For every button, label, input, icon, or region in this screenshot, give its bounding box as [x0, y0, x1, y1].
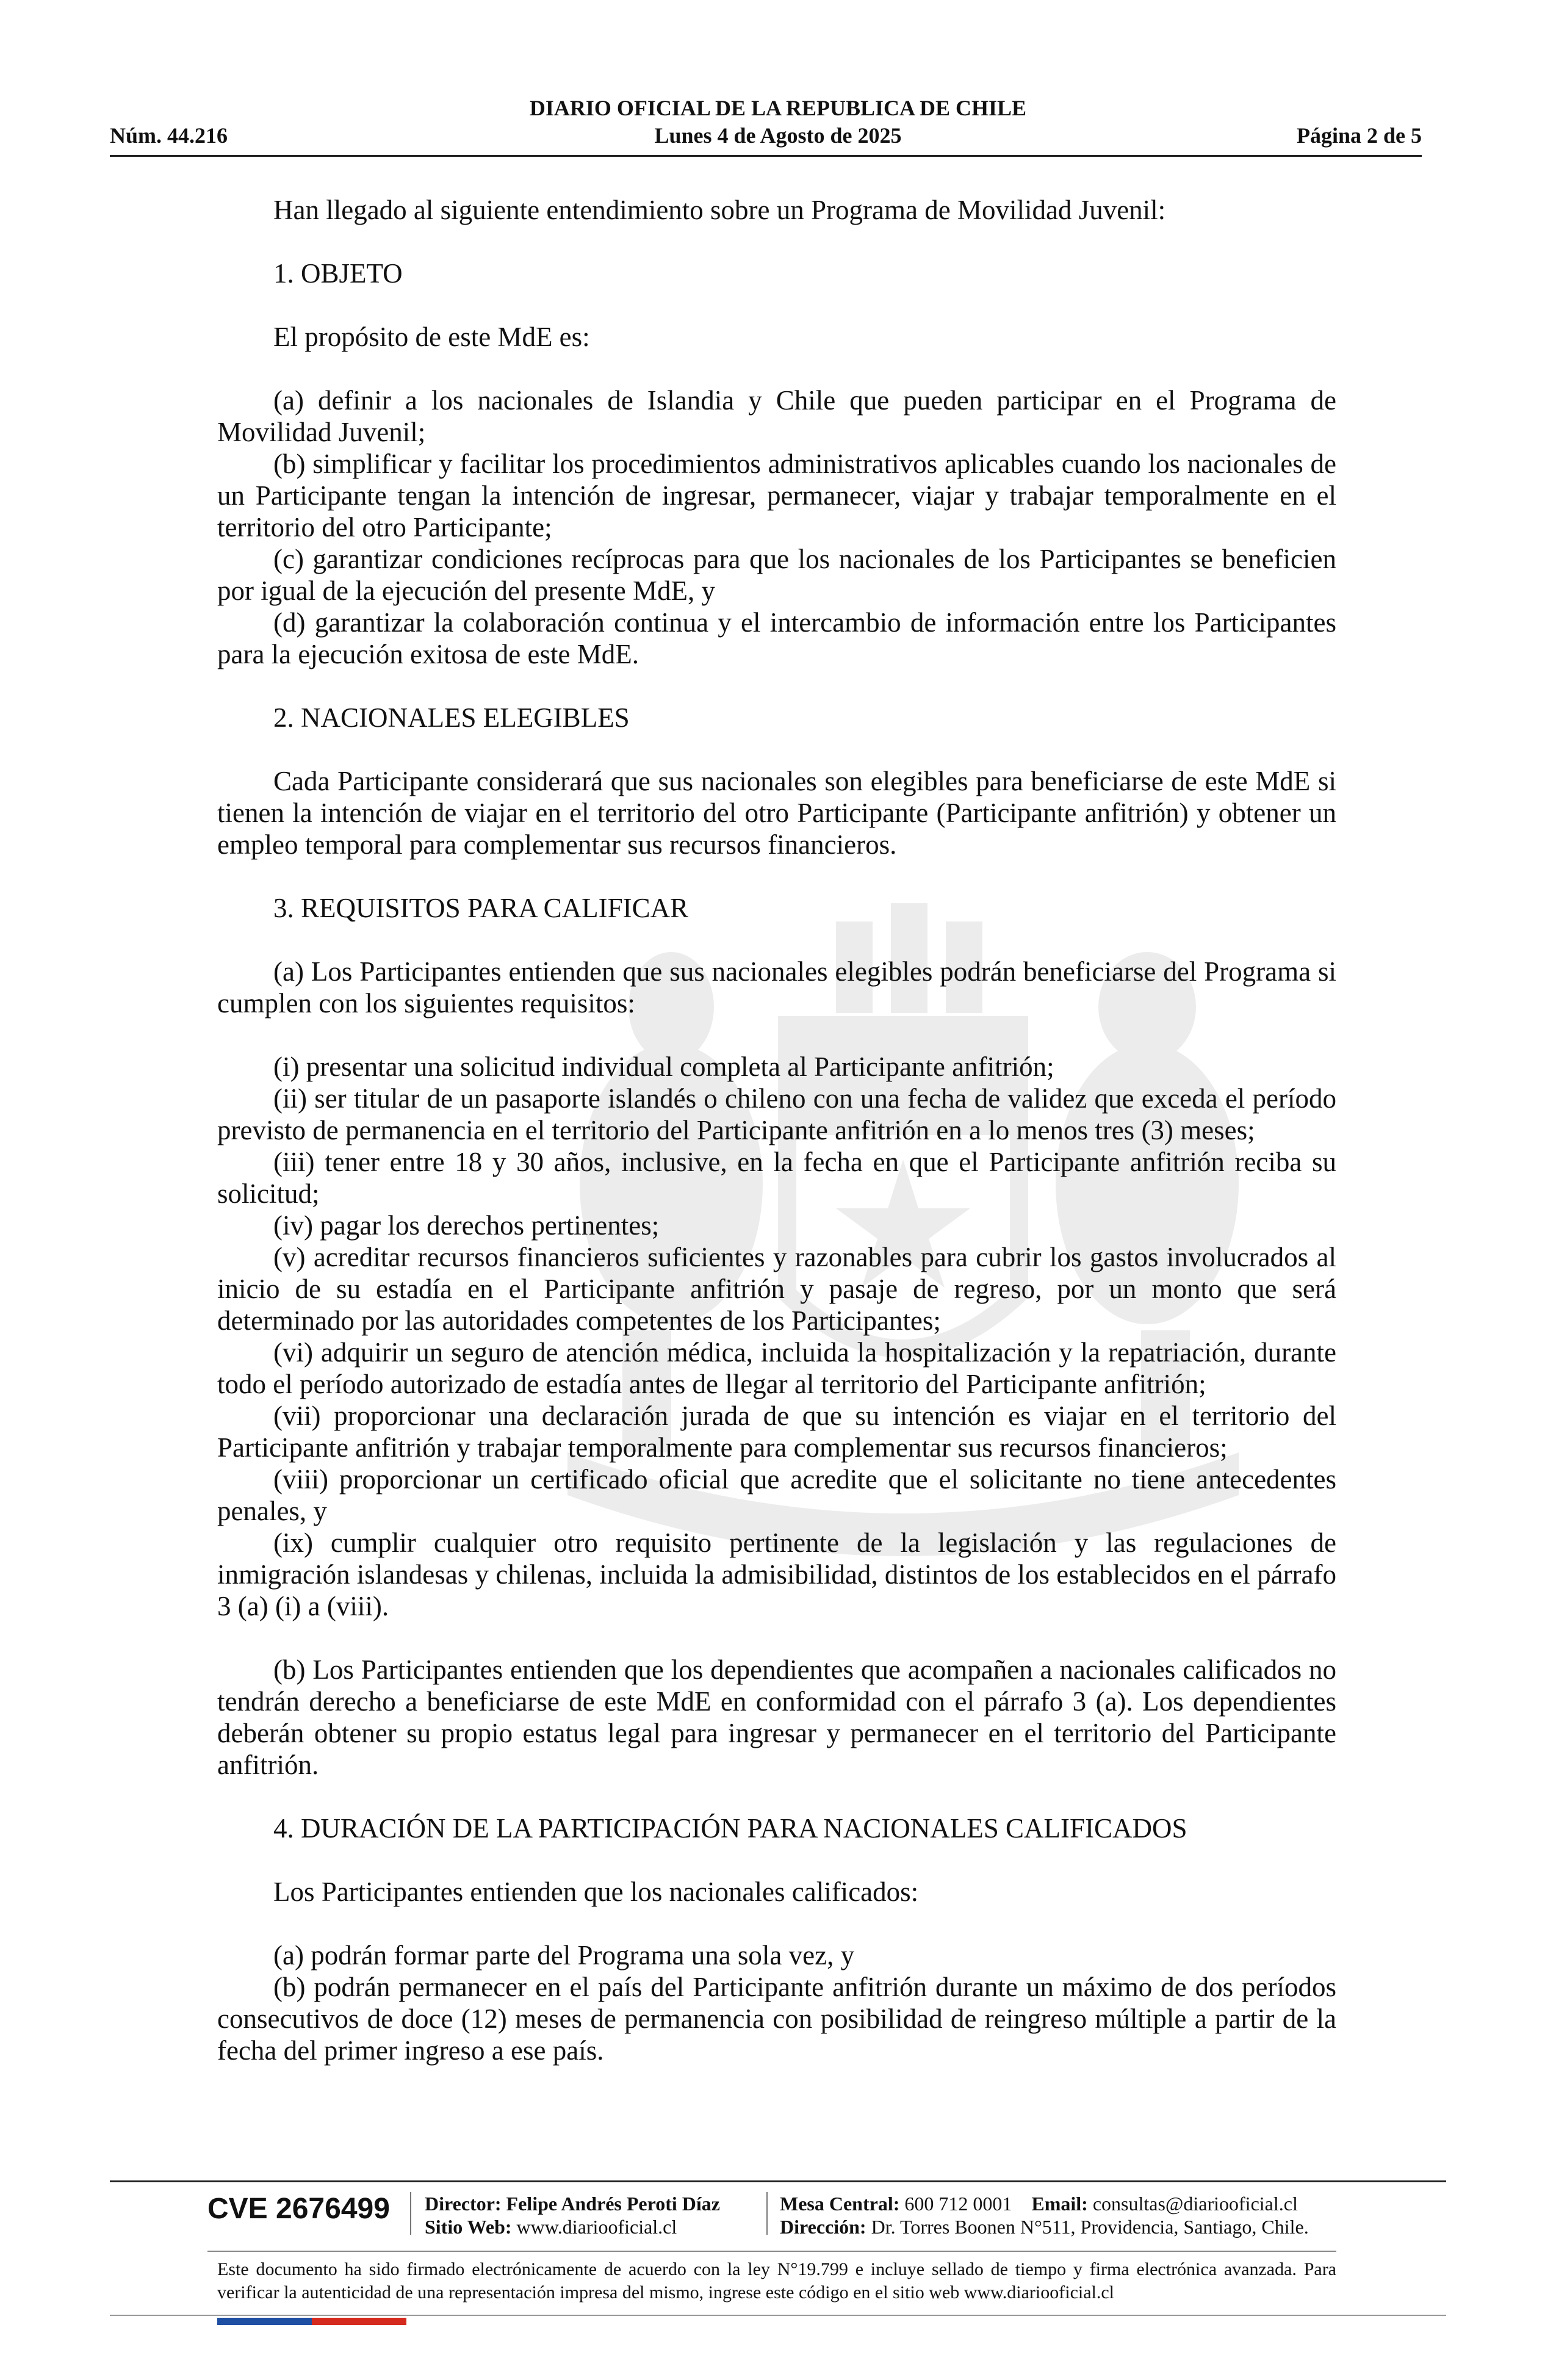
list-item: (viii) proporcionar un certificado oficial que acredite que el solicitante no tiene antecedentes penales, y: [217, 1464, 1336, 1526]
list-item: (d) garantizar la colaboración continua y el intercambio de información entre los Participantes para la ejecución exitosa de este MdE.: [217, 607, 1336, 669]
list-item: (v) acreditar recursos financieros suficientes y razonables para cubrir los gastos involucrados al inicio de su estadía en el Participante anfitrión y pasaje de regreso, por un monto que será determinado por las autoridades competentes de los Participantes;: [217, 1242, 1336, 1336]
director-name: Felipe Andrés Peroti Díaz: [506, 2193, 720, 2215]
issue-number: Núm. 44.216: [110, 123, 228, 148]
newspaper-title: DIARIO OFICIAL DE LA REPUBLICA DE CHILE: [529, 96, 1027, 120]
paragraph: El propósito de este MdE es:: [273, 322, 590, 352]
cve-code: CVE 2676499: [207, 2193, 390, 2225]
footer-inner-divider: [207, 2251, 1336, 2252]
paragraph: Cada Participante considerará que sus nacionales son elegibles para beneficiarse de este MdE si tienen la intención de viajar en el territorio del otro Participante (Participante anfitrión) y obtener un empleo temporal para complementar sus recursos financieros.: [217, 766, 1336, 860]
header-divider: [110, 155, 1422, 157]
footer-director-block: [425, 2192, 720, 2238]
page-number: Página 2 de 5: [1296, 123, 1422, 148]
intro-paragraph: Han llegado al siguiente entendimiento sobre un Programa de Movilidad Juvenil:: [273, 195, 1166, 225]
footer-contact-block: [780, 2192, 1309, 2238]
section-heading: 2. NACIONALES ELEGIBLES: [273, 702, 630, 733]
list-item: (b) simplificar y facilitar los procedimientos administrativos aplicables cuando los nacionales de un Participante tengan la intención de ingresar, permanecer, viajar y trabajar temporalmente en el territorio del otro Participante;: [217, 449, 1336, 543]
paragraph: (b) Los Participantes entienden que los dependientes que acompañen a nacionales calificados no tendrán derecho a beneficiarse de este MdE en conformidad con el párrafo 3 (a). Los dependientes deberán obtener su propio estatus legal para ingresar y permanecer en el territorio del Participante anfitrión.: [217, 1654, 1336, 1780]
website-link[interactable]: www.diariooficial.cl: [516, 2216, 677, 2238]
list-item: (a) podrán formar parte del Programa una sola vez, y: [273, 1940, 855, 1971]
address-value: Dr. Torres Boonen N°511, Providencia, Santiago, Chile.: [871, 2216, 1309, 2238]
list-item: (b) podrán permanecer en el país del Participante anfitrión durante un máximo de dos períodos consecutivos de doce (12) meses de permanencia con posibilidad de reingreso múltiple a partir de la fecha del primer ingreso a ese país.: [217, 1972, 1336, 2066]
flag-stripe-blue: [217, 2318, 312, 2325]
list-item: (c) garantizar condiciones recíprocas para que los nacionales de los Participantes se beneficien por igual de la ejecución del presente MdE, y: [217, 544, 1336, 606]
section-heading: 3. REQUISITOS PARA CALIFICAR: [273, 893, 689, 923]
list-item: (ix) cumplir cualquier otro requisito pertinente de la legislación y las regulaciones de inmigración islandesas y chilenas, incluida la admisibilidad, distintos de los establecidos en el párrafo 3 (a) (i) a (viii).: [217, 1527, 1336, 1621]
flag-stripe-red: [312, 2318, 406, 2325]
paragraph: (a) Los Participantes entienden que sus nacionales elegibles podrán beneficiarse del Programa si cumplen con los siguientes requisitos:: [217, 956, 1336, 1019]
list-item: (vi) adquirir un seguro de atención médica, incluida la hospitalización y la repatriación, durante todo el período autorizado de estadía antes de llegar al territorio del Participante anfitrión;: [217, 1337, 1336, 1399]
list-item: (a) definir a los nacionales de Islandia y Chile que pueden participar en el Programa de Movilidad Juvenil;: [217, 385, 1336, 447]
email-link[interactable]: consultas@diariooficial.cl: [1092, 2193, 1298, 2215]
footer-separator: [766, 2192, 768, 2235]
footer-separator: [410, 2192, 411, 2235]
director-label: Director:: [425, 2193, 502, 2215]
list-item: (iv) pagar los derechos pertinentes;: [273, 1210, 660, 1241]
email-label: Email:: [1031, 2193, 1088, 2215]
list-item: (iii) tener entre 18 y 30 años, inclusive, en la fecha en que el Participante anfitrión reciba su solicitud;: [217, 1147, 1336, 1209]
document-body: [217, 194, 1336, 2066]
website-label: Sitio Web:: [425, 2216, 512, 2238]
phone-label: Mesa Central:: [780, 2193, 900, 2215]
footer-divider: [110, 2180, 1446, 2182]
address-label: Dirección:: [780, 2216, 866, 2238]
list-item: (i) presentar una solicitud individual completa al Participante anfitrión;: [273, 1051, 1054, 1082]
issue-date: Lunes 4 de Agosto de 2025: [654, 123, 902, 148]
list-item: (ii) ser titular de un pasaporte islandés o chileno con una fecha de validez que exceda el período previsto de permanencia en el territorio del Participante anfitrión en a lo menos tres (3) meses;: [217, 1083, 1336, 1145]
section-heading: 1. OBJETO: [273, 258, 403, 289]
footer-bottom-rule: [110, 2315, 1446, 2316]
paragraph: Los Participantes entienden que los nacionales calificados:: [273, 1877, 919, 1907]
list-item: (vii) proporcionar una declaración jurada de que su intención es viajar en el territorio del Participante anfitrión y trabajar temporalmente para complementar sus recursos financieros;: [217, 1401, 1336, 1463]
phone-number: 600 712 0001: [904, 2193, 1012, 2215]
legal-note: Este documento ha sido firmado electrónicamente de acuerdo con la ley N°19.799 e incluye sellado de tiempo y firma electrónica avanzada. Para verificar la autenticidad de una representación impresa del mismo, ingrese este código en el sitio web www.diariooficial.cl: [217, 2259, 1336, 2302]
section-heading: 4. DURACIÓN DE LA PARTICIPACIÓN PARA NACIONALES CALIFICADOS: [273, 1813, 1187, 1844]
